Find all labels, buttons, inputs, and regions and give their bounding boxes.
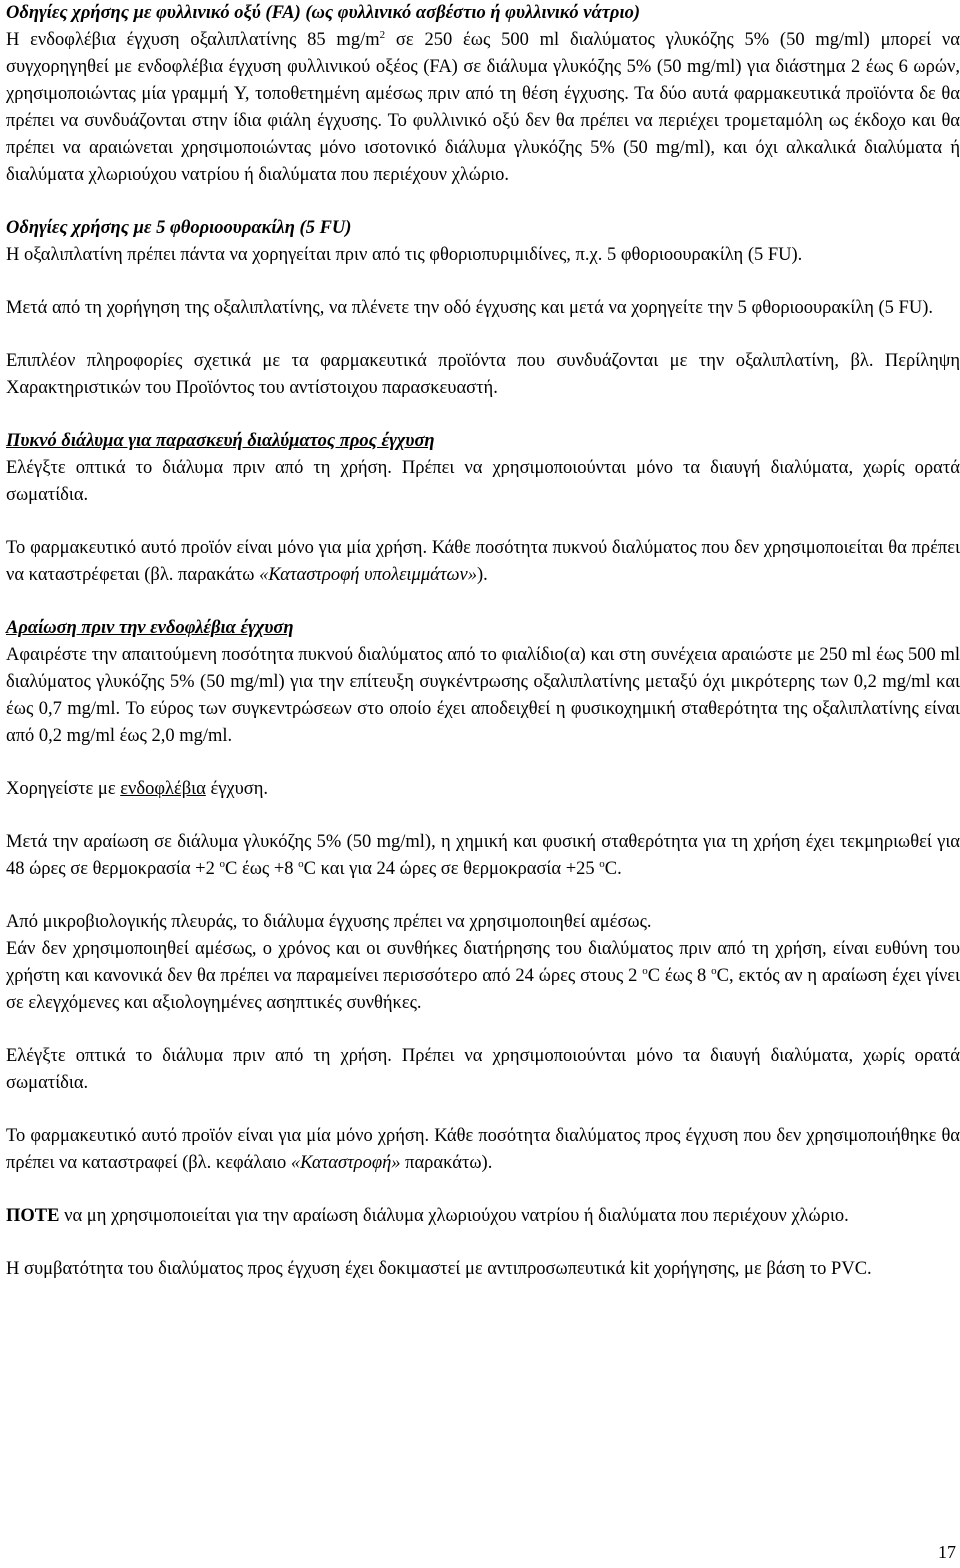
- section-heading-5fu: Οδηγίες χρήσης με 5 φθοριοουρακίλη (5 FU): [6, 218, 352, 238]
- paragraph-single-use: Το φαρμακευτικό αυτό προϊόν είναι μόνο για μία χρήση. Κάθε ποσότητα πυκνού διαλύματος που δεν χρησιμοποιείται θα πρέπει να καταστρέφεται (βλ. παρακάτω «Καταστροφή υπολειμμάτων»).: [6, 538, 960, 585]
- paragraph-visual-inspection: Ελέγξτε οπτικά το διάλυμα πριν από τη χρήση. Πρέπει να χρησιμοποιούνται μόνο τα διαυγή διαλύματα, χωρίς ορατά σωματίδια.: [6, 458, 960, 505]
- paragraph-5fu-order: Η οξαλιπλατίνη πρέπει πάντα να χορηγείται πριν από τις φθοριοπυριμιδίνες, π.χ. 5 φθοριοουρακίλη (5 FU).: [6, 245, 803, 265]
- paragraph-single-use-2: Το φαρμακευτικό αυτό προϊόν είναι για μία μόνο χρήση. Κάθε ποσότητα διαλύματος προς έγχυση που δεν χρησιμοποιήθηκε θα πρέπει να καταστραφεί (βλ. κεφάλαιο «Καταστροφή» παρακάτω).: [6, 1126, 960, 1173]
- document-body: [6, 0, 960, 1283]
- section-heading-dilution: Αραίωση πριν την ενδοφλέβια έγχυση: [6, 618, 294, 638]
- section-heading-folinic-acid: Οδηγίες χρήσης με φυλλινικό οξύ (FA) (ως φυλλινικό ασβέστιο ή φυλλινικό νάτριο): [6, 3, 640, 23]
- paragraph-folinic-acid-instructions: Η ενδοφλέβια έγχυση οξαλιπλατίνης 85 $mg/m^2$ σε 250 έως 500 ml διαλύματος γλυκόζης 5% (50 mg/ml) μπορεί να συγχορηγηθεί με ενδοφλέβια έγχυση φυλλινικού οξέος (FA) σε διάλυμα γλυκόζης 5% (50 mg/ml) για διάστημα 2 έως 6 ωρών, χρησιμοποιώντας μία γραμμή Y, τοποθετημένη αμέσως πριν από τη θέση έγχυσης. Τα δύο αυτά φαρμακευτικά προϊόντα δε θα πρέπει να συνδυάζονται στην ίδια φιάλη έγχυσης. Το φυλλινικό οξύ δεν θα πρέπει να περιέχει τρομεταμόλη ως έκδοχο και θα πρέπει να αραιώνεται χρησιμοποιώντας μόνο ισοτονικό διάλυμα γλυκόζης 5% (50 mg/ml), και όχι αλκαλικά διαλύματα ή διαλύματα χλωριούχου νατρίου ή διαλύματα που περιέχουν χλώριο.: [6, 28, 960, 185]
- section-heading-concentrate: Πυκνό διάλυμα για παρασκευή διαλύματος προς έγχυση: [6, 431, 435, 451]
- paragraph-administration: Χορηγείστε με ενδοφλέβια έγχυση.: [6, 779, 269, 799]
- paragraph-dilution-procedure: Αφαιρέστε την απαιτούμενη ποσότητα πυκνού διαλύματος από το φιαλίδιο(α) και στη συνέχεια αραιώστε με 250 ml έως 500 ml διαλύματος γλυκόζης 5% (50 mg/ml) για την επίτευξη συγκέντρωσης οξαλιπλατίνης μεταξύ όχι μικρότερης των 0,2 mg/ml και έως 0,7 mg/ml. Το εύρος των συγκεντρώσεων στο οποίο έχει αποδειχθεί η φυσικοχημική σταθερότητα της οξαλιπλατίνης είναι από 0,2 mg/ml έως 2,0 mg/ml.: [6, 645, 960, 746]
- paragraph-microbiology: Από μικροβιολογικής πλευράς, το διάλυμα έγχυσης πρέπει να χρησιμοποιηθεί αμέσως.: [6, 912, 652, 932]
- paragraph-5fu-flush: Μετά από τη χορήγηση της οξαλιπλατίνης, να πλένετε την οδό έγχυσης και μετά να χορηγείτε την 5 φθοριοουρακίλη (5 FU).: [6, 298, 933, 318]
- paragraph-never-use-chloride: ΠΟΤΕ να μη χρησιμοποιείται για την αραίωση διάλυμα χλωριούχου νατρίου ή διαλύματα που περιέχουν χλώριο.: [6, 1206, 849, 1226]
- paragraph-more-info: Επιπλέον πληροφορίες σχετικά με τα φαρμακευτικά προϊόντα που συνδυάζονται με την οξαλιπλατίνη, βλ. Περίληψη Χαρακτηριστικών του Προϊόντος του αντίστοιχου παρασκευαστή.: [6, 351, 960, 398]
- paragraph-visual-inspection-2: Ελέγξτε οπτικά το διάλυμα πριν από τη χρήση. Πρέπει να χρησιμοποιούνται μόνο τα διαυγή διαλύματα, χωρίς ορατά σωματίδια.: [6, 1046, 960, 1093]
- paragraph-compatibility: Η συμβατότητα του διαλύματος προς έγχυση έχει δοκιμαστεί με αντιπροσωπευτικά kit χορήγησης, με βάση το PVC.: [6, 1259, 872, 1279]
- paragraph-storage-responsibility: Εάν δεν χρησιμοποιηθεί αμέσως, ο χρόνος και οι συνθήκες διατήρησης του διαλύματος πριν από τη χρήση, είναι ευθύνη του χρήστη και κανονικά δεν θα πρέπει να παραμείνει περισσότερο από 24 ώρες στους 2 $^o$C έως 8 $^o$C, εκτός αν η αραίωση έχει γίνει σε ελεγχόμενες και αξιολογημένες ασηπτικές συνθήκες.: [6, 939, 960, 1013]
- paragraph-stability: Μετά την αραίωση σε διάλυμα γλυκόζης 5% (50 mg/ml), η χημική και φυσική σταθερότητα για τη χρήση έχει τεκμηριωθεί για 48 ώρες σε θερμοκρασία +2 $^o$C έως +8 $^o$C και για 24 ώρες σε θερμοκρασία +25 $^o$C.: [6, 832, 960, 879]
- page-number: 17: [938, 1542, 956, 1562]
